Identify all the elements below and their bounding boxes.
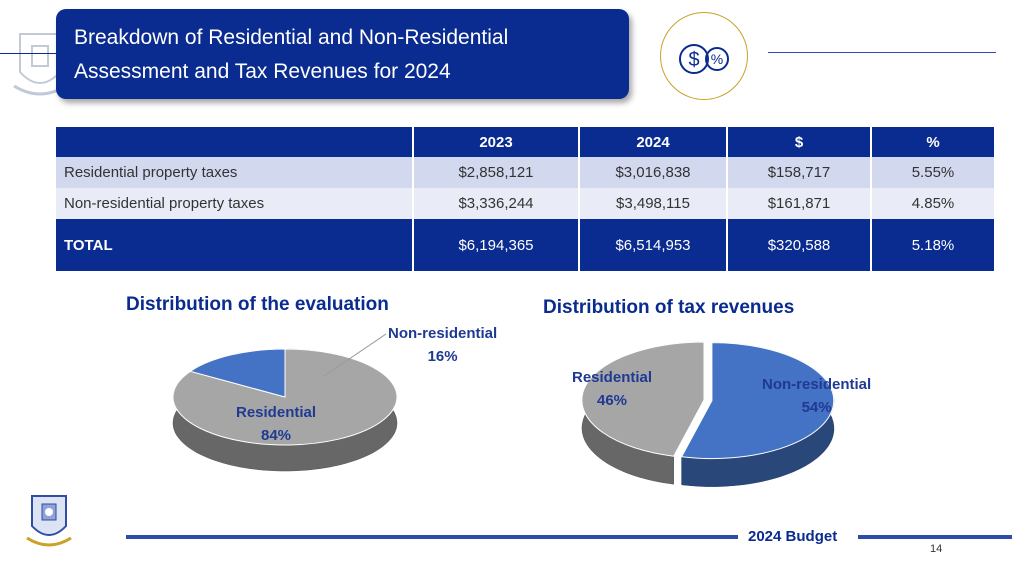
row-label: Residential property taxes xyxy=(56,157,413,188)
total-pct: 5.18% xyxy=(871,219,995,271)
cell-2023: $3,336,244 xyxy=(413,188,579,219)
row-label: Non-residential property taxes xyxy=(56,188,413,219)
chart2-title: Distribution of tax revenues xyxy=(543,297,795,318)
total-diff: $320,588 xyxy=(727,219,871,271)
table-row xyxy=(56,157,995,188)
total-2024: $6,514,953 xyxy=(579,219,727,271)
chart1-label-res-name: Residential xyxy=(236,404,317,421)
chart1-label-nonres-value: 16% xyxy=(427,348,458,365)
col-header-percent: % xyxy=(871,127,995,157)
total-label: TOTAL xyxy=(56,219,413,271)
dollar-percent-icon xyxy=(661,13,747,99)
col-header-dollar: $ xyxy=(727,127,871,157)
cell-diff: $158,717 xyxy=(727,157,871,188)
svg-text:%: % xyxy=(710,51,724,67)
cell-2024: $3,016,838 xyxy=(579,157,727,188)
chart2-label-res-name: Residential xyxy=(572,369,653,386)
footer-rule-left xyxy=(126,535,738,539)
title-line-2: Assessment and Tax Revenues for 2024 xyxy=(74,60,451,83)
page-number: 14 xyxy=(930,543,943,555)
chart2-label-nonres xyxy=(762,373,871,419)
chart1-title: Distribution of the evaluation xyxy=(126,294,389,315)
table-row xyxy=(56,188,995,219)
chart2-label-nonres-value: 54% xyxy=(801,399,832,416)
cell-2023: $2,858,121 xyxy=(413,157,579,188)
chart2-label-nonres-name: Non-residential xyxy=(762,376,872,393)
total-2023: $6,194,365 xyxy=(413,219,579,271)
chart2-label-res-value: 46% xyxy=(597,392,628,409)
money-badge xyxy=(660,12,748,100)
tax-table xyxy=(56,127,996,271)
table-header-row xyxy=(56,127,995,157)
chart1-label-nonres xyxy=(388,322,497,368)
cell-diff: $161,871 xyxy=(727,188,871,219)
chart1-label-res-value: 84% xyxy=(261,427,292,444)
chart2-label-res xyxy=(572,366,652,412)
col-header-label xyxy=(56,127,413,157)
title-line-1: Breakdown of Residential and Non-Residential xyxy=(74,26,509,49)
svg-text:$: $ xyxy=(688,49,700,71)
cell-2024: $3,498,115 xyxy=(579,188,727,219)
footer-rule-right xyxy=(858,535,1012,539)
chart1-label-res xyxy=(236,401,316,447)
budget-label: 2024 Budget xyxy=(748,528,838,545)
cell-pct: 5.55% xyxy=(871,157,995,188)
col-header-2024: 2024 xyxy=(579,127,727,157)
header-rule-left xyxy=(0,53,56,54)
table-total-row xyxy=(56,219,995,271)
col-header-2023: 2023 xyxy=(413,127,579,157)
chart1-label-nonres-name: Non-residential xyxy=(388,325,498,342)
cell-pct: 4.85% xyxy=(871,188,995,219)
title-banner xyxy=(56,9,629,99)
municipal-crest-icon xyxy=(24,490,74,554)
header-rule-right xyxy=(768,52,996,53)
